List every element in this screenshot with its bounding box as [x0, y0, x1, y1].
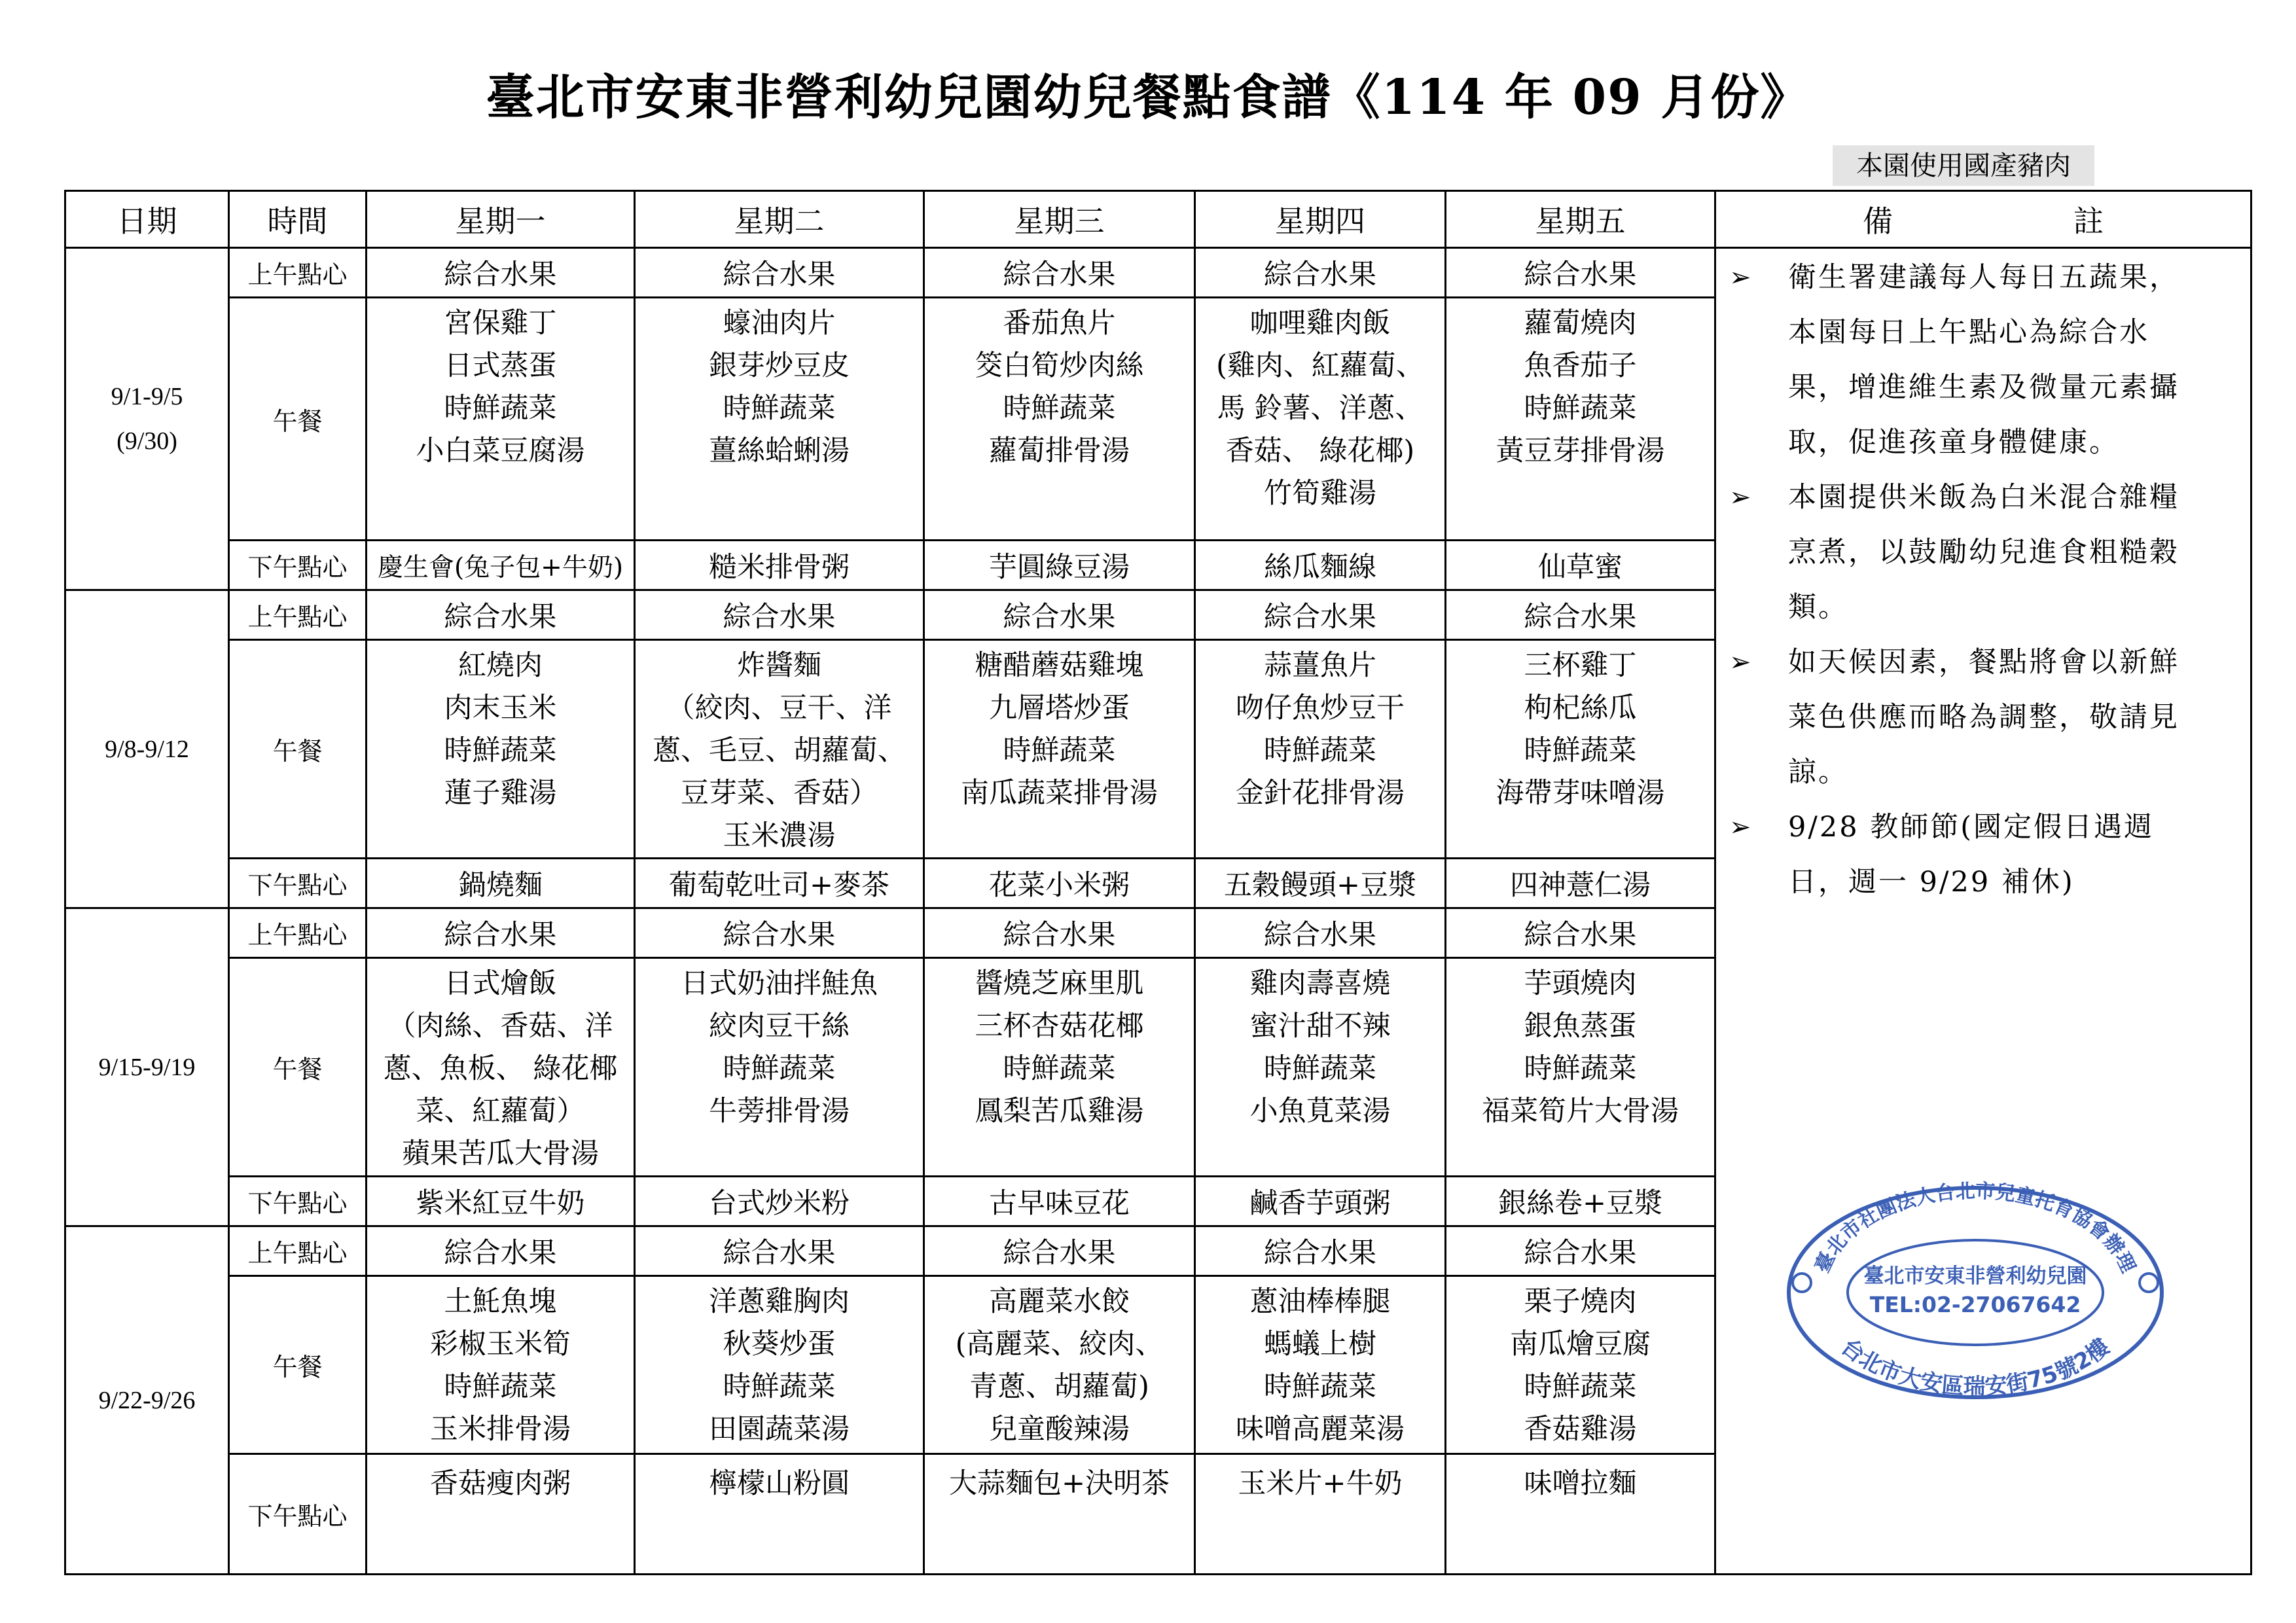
lunch-item: 魚香茄子	[1524, 349, 1637, 382]
lunch-item: 黃豆芽排骨湯	[1496, 435, 1665, 467]
lunch-cell	[367, 298, 635, 541]
lunch-item: 田園蔬菜湯	[709, 1413, 850, 1446]
lunch-item: 味噌高麗菜湯	[1236, 1413, 1405, 1446]
lunch-cell	[635, 958, 924, 1177]
pm-snack-cell: 味噌拉麵	[1446, 1454, 1715, 1575]
pm-snack-cell: 花菜小米粥	[924, 859, 1195, 908]
lunch-item: 小魚莧菜湯	[1249, 1095, 1391, 1128]
am-snack-cell: 綜合水果	[635, 1226, 924, 1276]
pm-snack-cell: 檸檬山粉圓	[635, 1454, 924, 1575]
kindergarten-seal-stamp	[1779, 1178, 2172, 1400]
lunch-item: 時鮮蔬菜	[1524, 734, 1637, 767]
lunch-item: 香菇、 綠花椰)	[1225, 435, 1415, 467]
pm-snack-cell: 玉米片+牛奶	[1195, 1454, 1446, 1575]
lunch-item: 南瓜燴豆腐	[1510, 1328, 1651, 1361]
note-line: 9/28 教師節(國定假日遇週	[1788, 811, 2155, 844]
note-item	[1716, 470, 2250, 635]
note-line: 類。	[1788, 591, 1848, 624]
lunch-cell	[367, 640, 635, 859]
note-line: 烹煮，以鼓勵幼兒進食粗糙穀	[1788, 536, 2179, 569]
header-day: 星期三	[924, 191, 1195, 248]
stamp-phone: TEL:02-27067642	[1869, 1292, 2081, 1317]
am-snack-cell: 綜合水果	[1195, 1226, 1446, 1276]
lunch-item: 福菜筍片大骨湯	[1482, 1095, 1679, 1128]
lunch-item: 兒童酸辣湯	[989, 1413, 1130, 1446]
am-snack-cell: 綜合水果	[924, 1226, 1195, 1276]
lunch-cell	[635, 640, 924, 859]
slot-lunch-label: 午餐	[229, 1276, 367, 1454]
lunch-item: 番茄魚片	[1003, 307, 1116, 340]
header-notes: 備 註	[1715, 191, 2251, 248]
pm-snack-cell: 芋圓綠豆湯	[924, 541, 1195, 590]
lunch-item: 時鮮蔬菜	[1264, 1370, 1376, 1403]
lunch-item: 蔥、魚板、 綠花椰	[383, 1052, 618, 1085]
note-line: 衛生署建議每人每日五蔬果，	[1788, 261, 2179, 294]
am-snack-cell: 綜合水果	[924, 590, 1195, 640]
page-title: 臺北市安東非營利幼兒園幼兒餐點食譜《114 年 09 月份》	[486, 69, 1810, 126]
pm-snack-cell: 葡萄乾吐司+麥茶	[635, 859, 924, 908]
slot-pm-label: 下午點心	[229, 1454, 367, 1575]
am-snack-cell: 綜合水果	[635, 908, 924, 958]
pm-snack-cell: 仙草蜜	[1446, 541, 1715, 590]
lunch-item: 蜜汁甜不辣	[1249, 1010, 1391, 1043]
lunch-item: 香菇雞湯	[1524, 1413, 1637, 1446]
lunch-item: 醬燒芝麻里肌	[975, 967, 1144, 1000]
lunch-item: 三杯杏菇花椰	[975, 1010, 1144, 1043]
slot-pm-label: 下午點心	[229, 1177, 367, 1226]
lunch-item: 時鮮蔬菜	[1003, 734, 1116, 767]
lunch-cell	[1446, 958, 1715, 1177]
lunch-item: 豆芽菜、香菇）	[681, 777, 878, 810]
note-line: 本園提供米飯為白米混合雜糧	[1788, 481, 2179, 514]
lunch-item: 時鮮蔬菜	[1003, 392, 1116, 425]
slot-lunch-label: 午餐	[229, 958, 367, 1177]
pm-snack-cell: 鍋燒麵	[367, 859, 635, 908]
lunch-item: （絞肉、豆干、洋	[666, 692, 892, 724]
lunch-item: 糖醋蘑菇雞塊	[975, 649, 1144, 682]
pork-origin-badge: 本園使用國產豬肉	[1833, 145, 2094, 186]
am-snack-cell: 綜合水果	[1195, 908, 1446, 958]
lunch-item: 小白菜豆腐湯	[416, 435, 585, 467]
note-line: 取，促進孩童身體健康。	[1788, 426, 2119, 459]
lunch-item: 九層塔炒蛋	[989, 692, 1130, 724]
week-date-range: 9/22-9/26	[98, 1386, 196, 1414]
week-date	[65, 590, 229, 908]
svg-text:臺北市社團法人台北市兒童托育協會辦理	[1811, 1180, 2140, 1277]
note-line: 果，增進維生素及微量元素攝	[1788, 371, 2179, 404]
week-date-range: 9/1-9/5	[111, 383, 183, 410]
lunch-item: 時鮮蔬菜	[723, 392, 836, 425]
note-item	[1716, 635, 2250, 800]
pm-snack-cell: 古早味豆花	[924, 1177, 1195, 1226]
lunch-item: 日式燴飯	[444, 967, 557, 1000]
lunch-item: (雞肉、紅蘿蔔、	[1216, 349, 1424, 382]
lunch-item: 肉末玉米	[444, 692, 557, 724]
header-time: 時間	[229, 191, 367, 248]
pm-snack-cell: 台式炒米粉	[635, 1177, 924, 1226]
lunch-item: 馬 鈴薯、洋蔥、	[1217, 392, 1424, 425]
lunch-item: 絞肉豆干絲	[709, 1010, 850, 1043]
note-item	[1716, 250, 2250, 470]
lunch-item: 銀芽炒豆皮	[709, 349, 850, 382]
arrow-bullet-icon: ➢	[1729, 812, 1753, 842]
week-date-range: 9/15-9/19	[98, 1053, 196, 1081]
lunch-item: 高麗菜水餃	[989, 1285, 1130, 1318]
lunch-item: （肉絲、香菇、洋	[387, 1010, 613, 1043]
lunch-item: 雞肉壽喜燒	[1249, 967, 1391, 1000]
lunch-item: 竹筍雞湯	[1264, 477, 1376, 510]
note-line: 菜色供應而略為調整，敬請見	[1788, 701, 2179, 734]
lunch-item: 蘋果苦瓜大骨湯	[402, 1137, 599, 1170]
lunch-item: 時鮮蔬菜	[1524, 1370, 1637, 1403]
note-line: 日，週一 9/29 補休)	[1788, 866, 2075, 899]
lunch-item: 菜、紅蘿蔔）	[416, 1095, 585, 1128]
lunch-item: 吻仔魚炒豆干	[1236, 692, 1405, 724]
lunch-item: 薑絲蛤蜊湯	[709, 435, 850, 467]
am-snack-cell: 綜合水果	[367, 590, 635, 640]
stamp-outer-text: 臺北市社團法人台北市兒童托育協會辦理	[1810, 1179, 2140, 1277]
pm-snack-cell: 銀絲卷+豆漿	[1446, 1177, 1715, 1226]
lunch-item: 時鮮蔬菜	[1264, 734, 1376, 767]
lunch-cell	[924, 1276, 1195, 1454]
lunch-item: 螞蟻上樹	[1264, 1328, 1376, 1361]
lunch-item: 時鮮蔬菜	[1003, 1052, 1116, 1085]
lunch-item: 鳳梨苦瓜雞湯	[975, 1095, 1144, 1128]
am-snack-cell: 綜合水果	[1446, 1226, 1715, 1276]
arrow-bullet-icon: ➢	[1729, 482, 1753, 512]
lunch-item: 蔥油棒棒腿	[1249, 1285, 1391, 1318]
lunch-item: 芋頭燒肉	[1524, 967, 1637, 1000]
header-day: 星期四	[1195, 191, 1446, 248]
lunch-item: 金針花排骨湯	[1236, 777, 1405, 810]
lunch-item: 蓮子雞湯	[444, 777, 557, 810]
lunch-item: 玉米排骨湯	[430, 1413, 571, 1446]
week-am-row	[65, 248, 2251, 298]
pm-snack-cell: 絲瓜麵線	[1195, 541, 1446, 590]
lunch-item: 枸杞絲瓜	[1524, 692, 1637, 724]
lunch-item: 栗子燒肉	[1524, 1285, 1637, 1318]
week-date	[65, 1226, 229, 1575]
am-snack-cell: 綜合水果	[635, 590, 924, 640]
lunch-item: 日式蒸蛋	[444, 349, 557, 382]
am-snack-cell: 綜合水果	[635, 248, 924, 298]
note-line: 本園每日上午點心為綜合水	[1788, 316, 2149, 349]
lunch-item: 蘿蔔燒肉	[1524, 307, 1637, 340]
pm-snack-cell: 紫米紅豆牛奶	[367, 1177, 635, 1226]
lunch-item: 蒜薑魚片	[1264, 649, 1376, 682]
pm-snack-cell: 四神薏仁湯	[1446, 859, 1715, 908]
lunch-item: 時鮮蔬菜	[1524, 392, 1637, 425]
lunch-cell	[635, 1276, 924, 1454]
am-snack-cell: 綜合水果	[1446, 590, 1715, 640]
lunch-item: 時鮮蔬菜	[723, 1370, 836, 1403]
lunch-cell	[367, 958, 635, 1177]
lunch-item: 玉米濃湯	[723, 819, 836, 852]
lunch-item: 蠔油肉片	[723, 307, 836, 340]
week-date-range: 9/8-9/12	[105, 735, 189, 763]
slot-lunch-label: 午餐	[229, 640, 367, 859]
lunch-item: 炸醬麵	[737, 649, 821, 682]
lunch-item: 海帶芽味噌湯	[1496, 777, 1665, 810]
note-line: 如天候因素，餐點將會以新鮮	[1788, 646, 2179, 679]
lunch-cell	[1195, 298, 1446, 541]
header-day: 星期二	[635, 191, 924, 248]
note-line: 諒。	[1788, 756, 1848, 789]
am-snack-cell: 綜合水果	[1195, 590, 1446, 640]
lunch-item: 土魠魚塊	[444, 1285, 557, 1318]
header-day: 星期一	[367, 191, 635, 248]
am-snack-cell: 綜合水果	[1446, 248, 1715, 298]
arrow-bullet-icon: ➢	[1729, 262, 1753, 293]
week-date-extra: (9/30)	[117, 427, 177, 455]
lunch-item: 蔥、毛豆、胡蘿蔔、	[653, 734, 906, 767]
lunch-cell	[1446, 1276, 1715, 1454]
lunch-item: 牛蒡排骨湯	[709, 1095, 850, 1128]
lunch-cell	[924, 958, 1195, 1177]
slot-lunch-label: 午餐	[229, 298, 367, 541]
pm-snack-cell: 大蒜麵包+決明茶	[924, 1454, 1195, 1575]
lunch-item: 南瓜蔬菜排骨湯	[961, 777, 1158, 810]
header-date: 日期	[65, 191, 229, 248]
week-date	[65, 248, 229, 590]
lunch-item: 時鮮蔬菜	[444, 392, 557, 425]
lunch-item: 時鮮蔬菜	[723, 1052, 836, 1085]
lunch-cell	[1195, 1276, 1446, 1454]
lunch-item: 秋葵炒蛋	[723, 1328, 836, 1361]
header-row	[65, 191, 2251, 248]
lunch-item: 紅燒肉	[458, 649, 543, 682]
slot-am-label: 上午點心	[229, 908, 367, 958]
lunch-item: 銀魚蒸蛋	[1524, 1010, 1637, 1043]
week-date	[65, 908, 229, 1226]
lunch-item: 日式奶油拌鮭魚	[681, 967, 878, 1000]
lunch-item: 青蔥、胡蘿蔔)	[969, 1370, 1149, 1403]
lunch-cell	[1195, 640, 1446, 859]
lunch-item: 筊白筍炒肉絲	[975, 349, 1144, 382]
slot-pm-label: 下午點心	[229, 859, 367, 908]
lunch-item: 彩椒玉米筍	[430, 1328, 571, 1361]
lunch-item: 時鮮蔬菜	[444, 1370, 557, 1403]
lunch-item: 時鮮蔬菜	[1264, 1052, 1376, 1085]
lunch-item: 時鮮蔬菜	[1524, 1052, 1637, 1085]
am-snack-cell: 綜合水果	[367, 908, 635, 958]
lunch-item: 時鮮蔬菜	[444, 734, 557, 767]
slot-am-label: 上午點心	[229, 248, 367, 298]
pm-snack-cell: 糙米排骨粥	[635, 541, 924, 590]
am-snack-cell: 綜合水果	[367, 248, 635, 298]
lunch-cell	[1446, 298, 1715, 541]
am-snack-cell: 綜合水果	[924, 248, 1195, 298]
stamp-address: 台北市大安區瑞安街75號2樓	[1836, 1333, 2115, 1400]
am-snack-cell: 綜合水果	[924, 908, 1195, 958]
lunch-cell	[635, 298, 924, 541]
lunch-item: 蘿蔔排骨湯	[989, 435, 1130, 467]
slot-pm-label: 下午點心	[229, 541, 367, 590]
pm-snack-cell: 鹹香芋頭粥	[1195, 1177, 1446, 1226]
note-item	[1716, 800, 2250, 910]
am-snack-cell: 綜合水果	[1195, 248, 1446, 298]
lunch-item: 咖哩雞肉飯	[1249, 307, 1391, 340]
lunch-item: (高麗菜、絞肉、	[955, 1328, 1164, 1361]
pm-snack-cell: 慶生會(兔子包+牛奶)	[367, 541, 635, 590]
arrow-bullet-icon: ➢	[1729, 647, 1753, 677]
lunch-item: 宮保雞丁	[444, 307, 557, 340]
lunch-item: 洋蔥雞胸肉	[709, 1285, 850, 1318]
svg-text:台北市大安區瑞安街75號2樓	[1836, 1333, 2115, 1400]
pm-snack-cell: 五穀饅頭+豆漿	[1195, 859, 1446, 908]
header-day: 星期五	[1446, 191, 1715, 248]
lunch-cell	[924, 298, 1195, 541]
lunch-cell	[1446, 640, 1715, 859]
lunch-cell	[924, 640, 1195, 859]
lunch-cell	[367, 1276, 635, 1454]
stamp-name: 臺北市安東非營利幼兒園	[1863, 1264, 2087, 1288]
pm-snack-cell: 香菇瘦肉粥	[367, 1454, 635, 1575]
lunch-cell	[1195, 958, 1446, 1177]
am-snack-cell: 綜合水果	[367, 1226, 635, 1276]
lunch-item: 三杯雞丁	[1524, 649, 1637, 682]
slot-am-label: 上午點心	[229, 590, 367, 640]
slot-am-label: 上午點心	[229, 1226, 367, 1276]
am-snack-cell: 綜合水果	[1446, 908, 1715, 958]
